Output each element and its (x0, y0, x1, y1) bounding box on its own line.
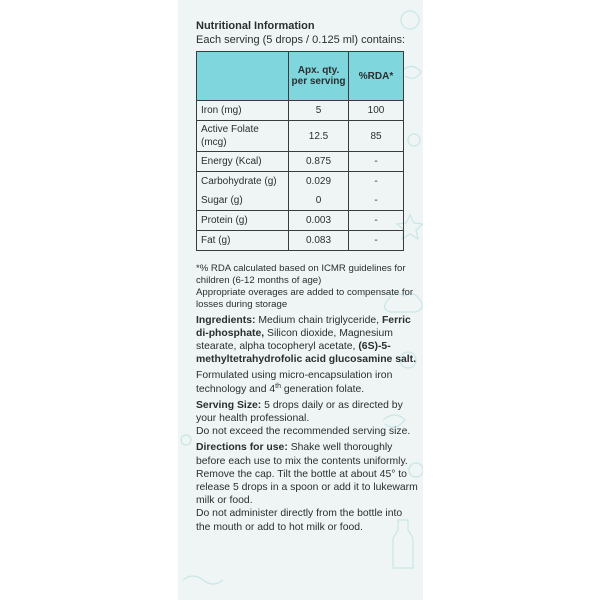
serving-label: Serving Size: (196, 399, 262, 411)
table-row (197, 101, 404, 121)
table-row (197, 121, 404, 152)
row-name: Iron (mg) (197, 101, 289, 121)
header-cell-qty: Apx. qty. per serving (289, 52, 349, 101)
directions-label: Directions for use: (196, 442, 288, 454)
table-header-row (197, 52, 404, 101)
row-qty: 5 (289, 101, 349, 121)
nutrition-title: Nutritional Information (196, 20, 315, 32)
row-rda: - (349, 211, 404, 231)
doodle-circle-icon (181, 435, 191, 445)
nutrition-table (196, 51, 404, 251)
ingredients-part2: Silicon dioxide, Magnesium stearate, alpha tocopheryl acetate, (196, 327, 393, 352)
table-row (197, 191, 404, 211)
header-cell-empty (197, 52, 289, 101)
row-rda: - (349, 231, 404, 251)
ingredients-bold1: Ferric di-phosphate, (196, 314, 411, 339)
formulation-text (196, 369, 418, 395)
overage-note: Appropriate overages are added to compensate for losses during storage (196, 287, 414, 310)
directions-body: Shake well thoroughly before each use to mix the contents uniformly. Remove the cap. Tilt the bottle at about 45° to release 5 drops in a spoon or add it to lukewarm milk or food. (196, 442, 418, 507)
row-name: Active Folate (mcg) (197, 121, 289, 152)
table-row (197, 231, 404, 251)
row-name: Energy (Kcal) (197, 152, 289, 172)
serving-warning: Do not exceed the recommended serving size. (196, 426, 411, 438)
nutrition-subtitle: Each serving (5 drops / 0.125 ml) contains: (196, 34, 406, 46)
row-qty: 0.083 (289, 231, 349, 251)
table-row (197, 152, 404, 172)
table-row (197, 172, 404, 192)
row-rda: - (349, 172, 404, 192)
directions-text (196, 441, 418, 507)
row-qty: 0.003 (289, 211, 349, 231)
row-rda: 100 (349, 101, 404, 121)
row-rda: - (349, 152, 404, 172)
doodle-wave-icon (183, 576, 223, 584)
formulation-text2: generation folate. (281, 383, 365, 395)
row-rda: - (349, 191, 404, 211)
table-row (197, 211, 404, 231)
row-rda: 85 (349, 121, 404, 152)
directions-warning: Do not administer directly from the bottle into the mouth or add to hot milk or food. (196, 508, 403, 533)
formulation-sup: th (275, 382, 281, 390)
formulation-text1: Formulated using micro-encapsulation iron technology and 4 (196, 370, 393, 395)
row-name: Fat (g) (197, 231, 289, 251)
ingredients-bold2: (6S)-5-methyltetrahydrofolic acid glucosamine salt. (196, 341, 416, 366)
ingredients-part1: Medium chain triglyceride, (255, 314, 382, 326)
rda-note: *% RDA calculated based on ICMR guidelines for children (6-12 months of age) (196, 263, 406, 287)
row-qty: 0 (289, 191, 349, 211)
label-panel (178, 0, 423, 600)
ingredients-text (196, 314, 418, 367)
row-qty: 0.875 (289, 152, 349, 172)
ingredients-label: Ingredients: (196, 314, 256, 326)
serving-size-text (196, 399, 418, 425)
header-cell-rda: %RDA* (349, 52, 404, 101)
label-content (196, 20, 418, 534)
row-name: Sugar (g) (197, 191, 289, 211)
row-qty: 12.5 (289, 121, 349, 152)
row-name: Protein (g) (197, 211, 289, 231)
serving-body: 5 drops daily or as directed by your health professional. (196, 399, 403, 425)
row-name: Carbohydrate (g) (197, 172, 289, 192)
row-qty: 0.029 (289, 172, 349, 192)
